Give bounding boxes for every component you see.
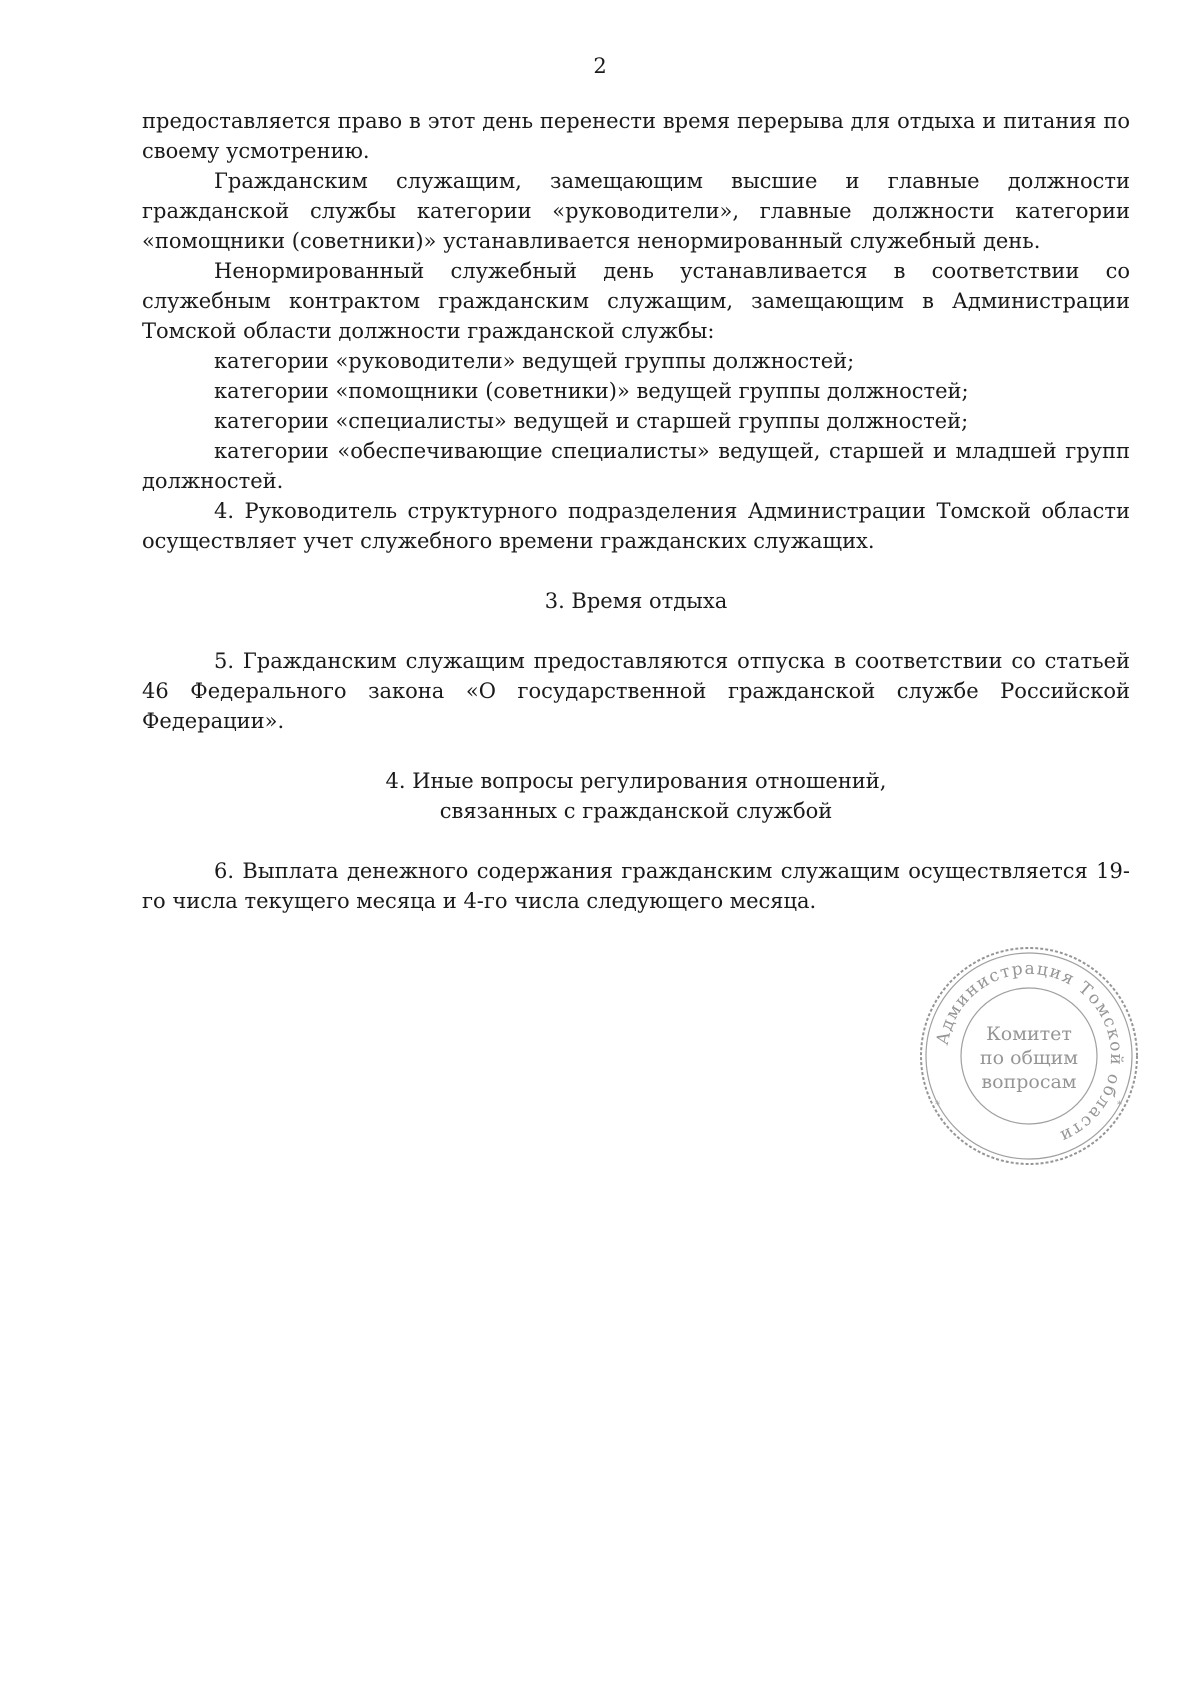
paragraph-item-6: 6. Выплата денежного содержания гражданским служащим осуществляется 19-го числа текущего месяца и 4-го числа следующего месяца.: [142, 859, 1130, 913]
paragraph-item-4: 4. Руководитель структурного подразделения Администрации Томской области осуществляет учет служебного времени гражданских служащих.: [142, 499, 1130, 553]
seal-ring-text: Администрация Томской области: [932, 958, 1127, 1147]
seal-graphic: [913, 940, 1145, 1172]
list-item: категории «помощники (советники)» ведущей группы должностей;: [214, 379, 969, 403]
paragraph-continuation: предоставляется право в этот день перенести время перерыва для отдыха и питания по своему усмотрению.: [142, 109, 1130, 163]
list-item: категории «руководители» ведущей группы должностей;: [214, 349, 855, 373]
seal-star-left: *: [935, 1100, 940, 1111]
seal-center-line-1: Комитет: [986, 1023, 1072, 1045]
list-item: категории «обеспечивающие специалисты» ведущей, старшей и младшей групп должностей.: [142, 439, 1130, 493]
list-item: категории «специалисты» ведущей и старшей группы должностей;: [214, 409, 969, 433]
seal-star-right: *: [1117, 1100, 1122, 1111]
seal-center-line-3: вопросам: [981, 1071, 1077, 1093]
section-3-heading: 3. Время отдыха: [544, 589, 728, 613]
section-4-heading-line-2: связанных с гражданской службой: [439, 799, 833, 823]
section-4-heading-line-1: 4. Иные вопросы регулирования отношений,: [385, 769, 887, 793]
seal-center-line-2: по общим: [979, 1047, 1079, 1069]
official-seal-stamp: [913, 940, 1145, 1172]
page-number: 2: [593, 54, 607, 78]
paragraph-item-5: 5. Гражданским служащим предоставляются отпуска в соответствии со статьей 46 Федерального закона «О государственной гражданской службе Российской Федерации».: [142, 649, 1130, 733]
paragraph-irregular-day-positions: Гражданским служащим, замещающим высшие и главные должности гражданской службы категории «руководители», главные должности категории «помощники (советники)» устанавливается ненормированный служебный день.: [142, 169, 1130, 253]
paragraph-irregular-day-contract: Ненормированный служебный день устанавливается в соответствии со служебным контрактом гражданским служащим, замещающим в Администрации Томской области должности гражданской службы:: [142, 259, 1130, 343]
document-body: [142, 106, 1130, 916]
